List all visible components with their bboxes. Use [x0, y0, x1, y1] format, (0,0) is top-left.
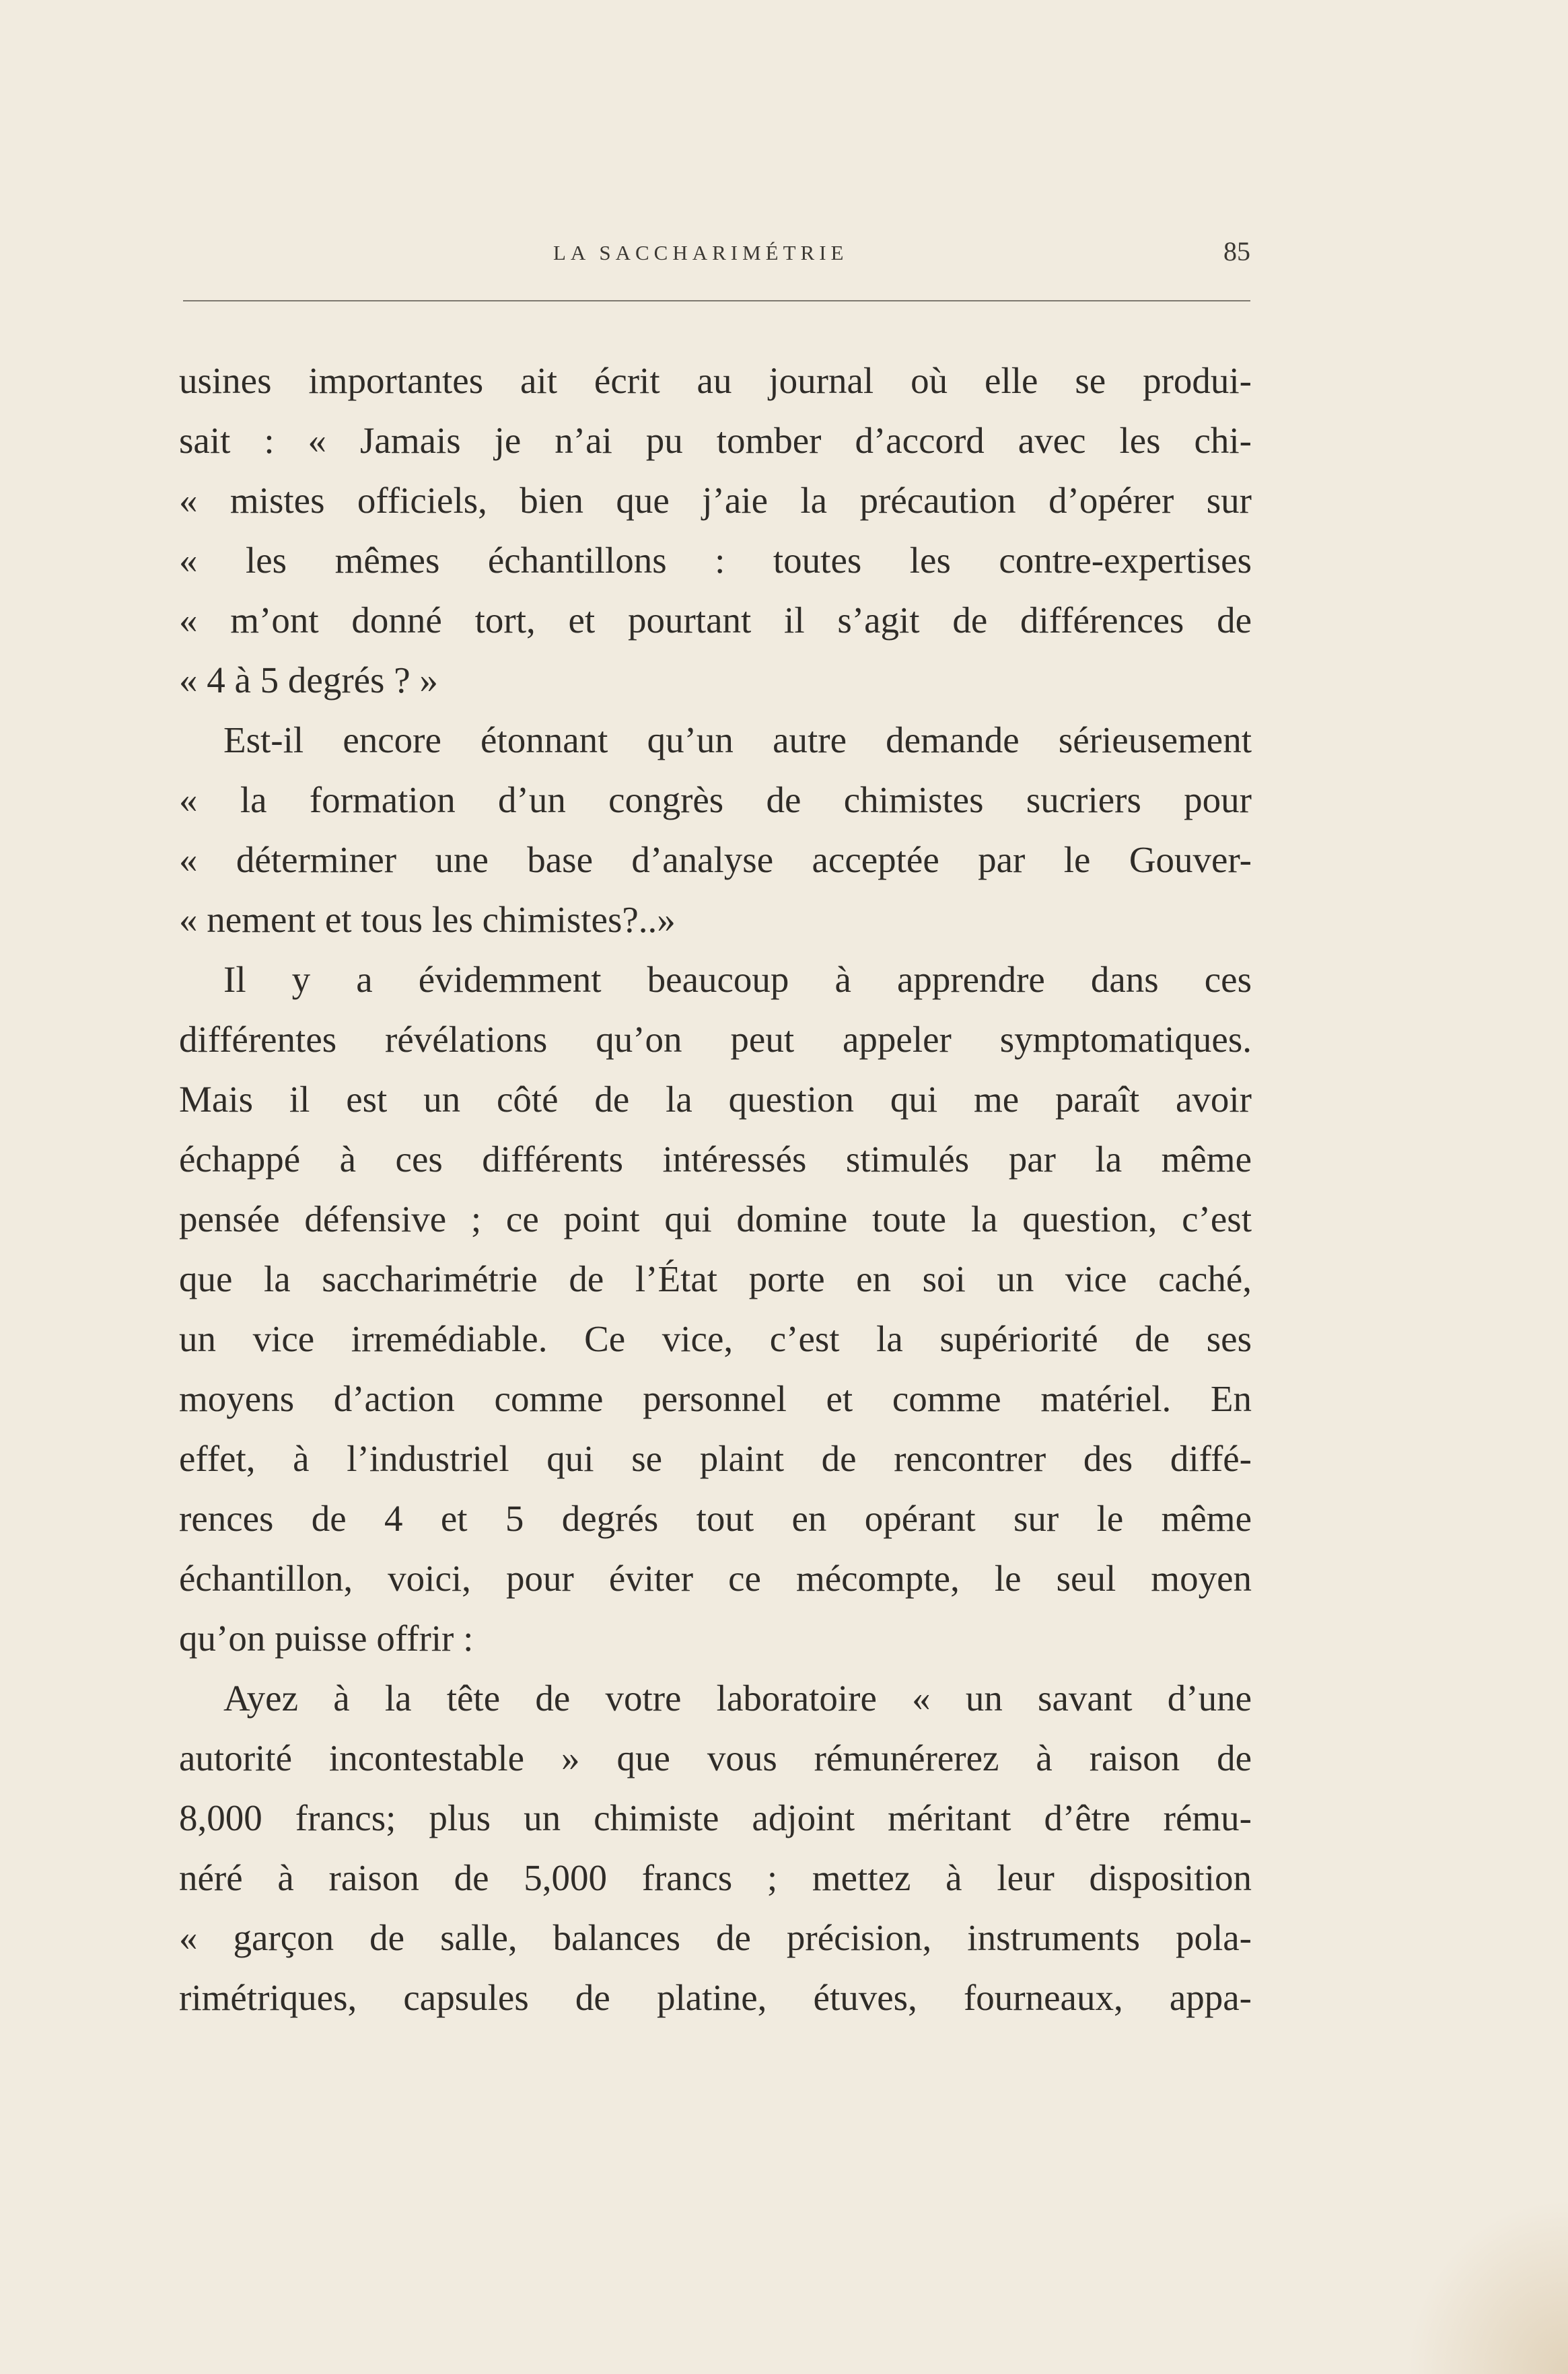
text-line: rimétriques, capsules de platine, étuves, fourneaux, appa- [179, 1977, 1252, 2018]
text-line: qu’on puisse offrir : [179, 1618, 474, 1659]
text-line: Il y a évidemment beaucoup à apprendre dans ces [223, 959, 1252, 1000]
text-line: « garçon de salle, balances de précision, instruments pola- [179, 1917, 1252, 1958]
text-line: Ayez à la tête de votre laboratoire « un savant d’une [223, 1678, 1252, 1719]
text-line: autorité incontestable » que vous rémunérerez à raison de [179, 1737, 1252, 1778]
text-line: pensée défensive ; ce point qui domine toute la question, c’est [179, 1198, 1252, 1239]
header-rule [183, 300, 1250, 301]
text-line: « 4 à 5 degrés ? » [179, 659, 438, 700]
text-line: rences de 4 et 5 degrés tout en opérant sur le même [179, 1498, 1252, 1539]
running-head-title: LA SACCHARIMÉTRIE [553, 241, 849, 264]
text-line: « la formation d’un congrès de chimistes sucriers pour [179, 779, 1252, 820]
text-line: « déterminer une base d’analyse acceptée par le Gouver- [179, 839, 1252, 880]
text-line: Est-il encore étonnant qu’un autre demande sérieusement [223, 719, 1252, 760]
page-number: 85 [1223, 236, 1250, 266]
text-line: un vice irremédiable. Ce vice, c’est la supériorité de ses [179, 1318, 1252, 1359]
body-text [179, 351, 1252, 2027]
text-line: sait : « Jamais je n’ai pu tomber d’accord avec les chi- [179, 420, 1252, 461]
text-line: échappé à ces différents intéressés stimulés par la même [179, 1139, 1252, 1180]
text-line: « m’ont donné tort, et pourtant il s’agit de différences de [179, 600, 1252, 641]
text-line: « mistes officiels, bien que j’aie la précaution d’opérer sur [179, 480, 1252, 521]
text-line: « nement et tous les chimistes?..» [179, 899, 676, 940]
text-line: Mais il est un côté de la question qui me paraît avoir [179, 1079, 1252, 1120]
text-line: moyens d’action comme personnel et comme matériel. En [179, 1378, 1252, 1419]
page-stain [1406, 2199, 1568, 2374]
text-line: 8,000 francs; plus un chimiste adjoint méritant d’être rému- [179, 1797, 1252, 1838]
text-line: échantillon, voici, pour éviter ce mécompte, le seul moyen [179, 1558, 1252, 1599]
text-line: que la saccharimétrie de l’État porte en soi un vice caché, [179, 1258, 1252, 1299]
text-line: « les mêmes échantillons : toutes les contre-expertises [179, 540, 1252, 581]
running-head [183, 236, 1250, 276]
text-line: différentes révélations qu’on peut appeler symptomatiques. [179, 1019, 1252, 1060]
text-line: usines importantes ait écrit au journal où elle se produi- [179, 360, 1252, 401]
text-line: effet, à l’industriel qui se plaint de rencontrer des diffé- [179, 1438, 1252, 1479]
text-line: néré à raison de 5,000 francs ; mettez à leur disposition [179, 1857, 1252, 1898]
